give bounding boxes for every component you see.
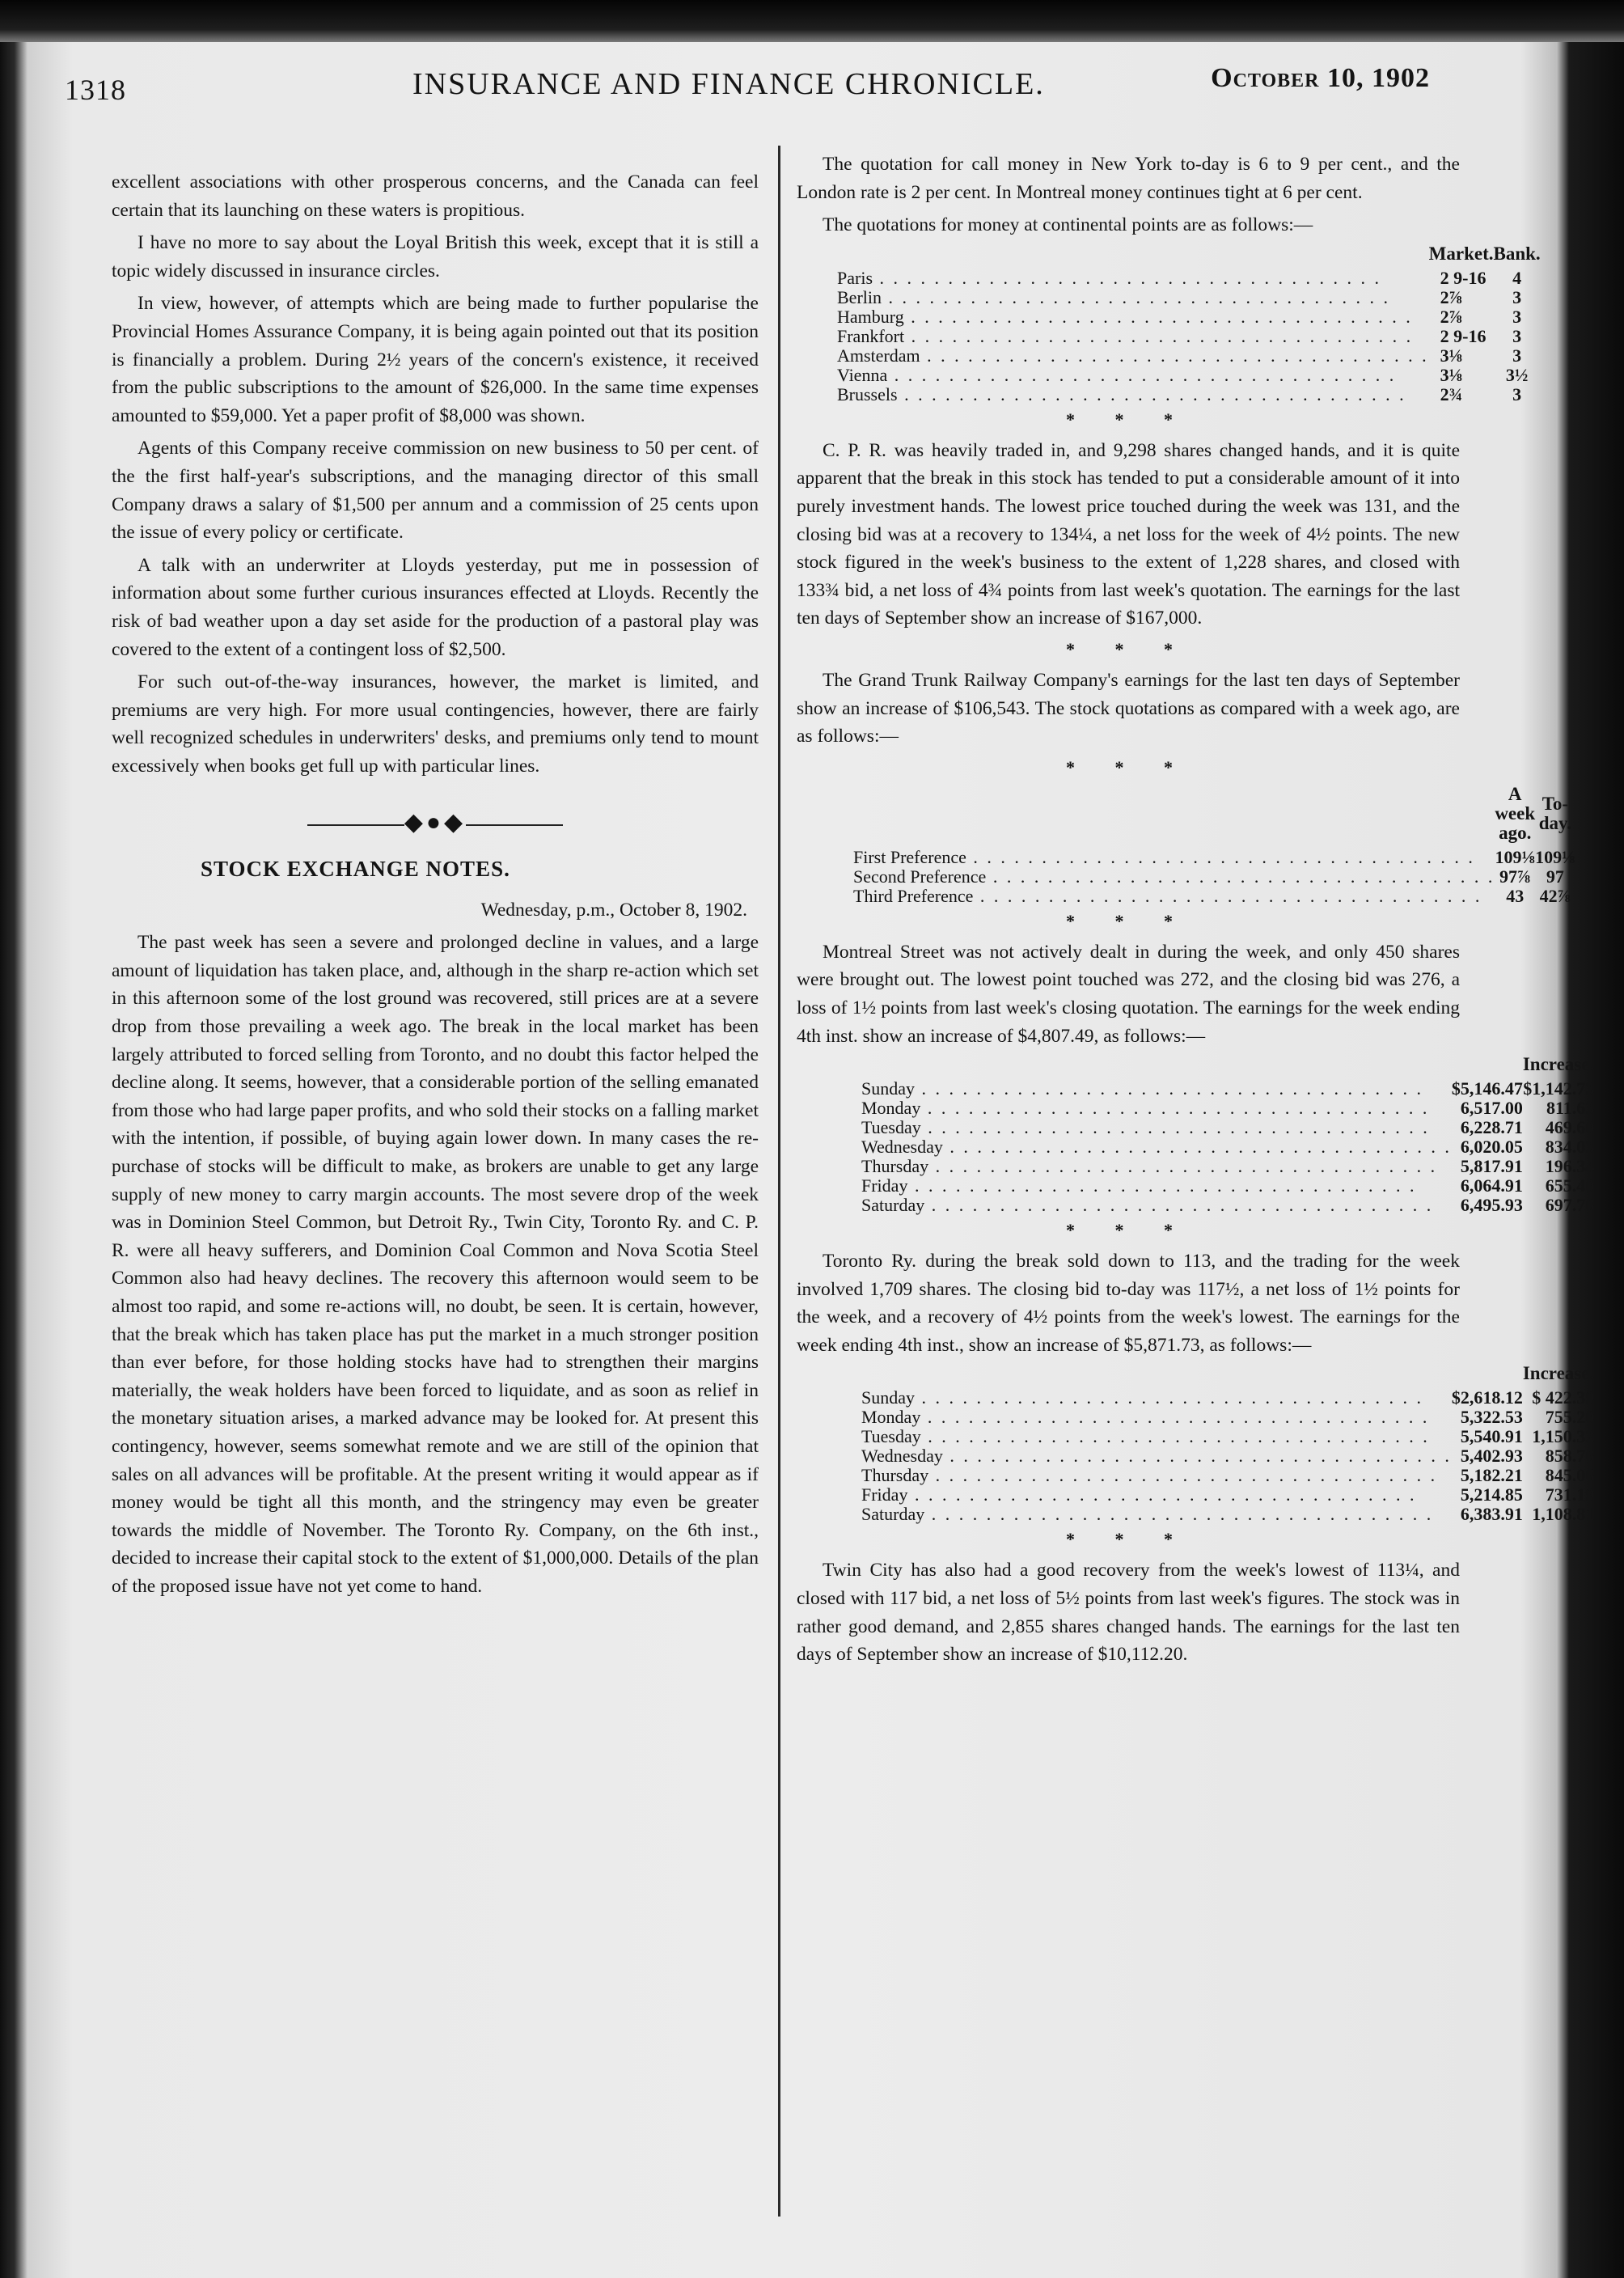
- table-row: [861, 1176, 1594, 1196]
- paragraph: Twin City has also had a good recovery from the week's lowest of 113¼, and closed with 117 bid, a net loss of 5½ points from last week's figures. The stock was in rather good demand, and 2,855 shares changed hands. The earnings for the last ten days of September show an increase of $10,112.20.: [797, 1560, 1460, 1666]
- table-row: [861, 1427, 1594, 1446]
- bank-rate: 4: [1512, 267, 1522, 288]
- city-name-cell: Brussels . . . . . . . . . . . . . . . . . . . . . . . . . . . . . . . . . . . . .: [837, 384, 1406, 404]
- table-row: [853, 867, 1575, 887]
- city-name-cell: Berlin . . . . . . . . . . . . . . . . . . . . . . . . . . . . . . . . . . . . .: [837, 287, 1390, 307]
- city-name-cell: Vienna . . . . . . . . . . . . . . . . . . . . . . . . . . . . . . . . . . . . .: [837, 365, 1397, 385]
- week-ago-value: 43: [1506, 885, 1525, 906]
- market-rate: 2 9-16: [1440, 325, 1487, 346]
- day-label-cell: Wednesday . . . . . . . . . . . . . . . . . . . . . . . . . . . . . . . . . . . . .: [861, 1137, 1452, 1158]
- day-label-cell: Thursday . . . . . . . . . . . . . . . . . . . . . . . . . . . . . . . . . . . . .: [861, 1157, 1438, 1177]
- day-label: Tuesday: [861, 1118, 921, 1138]
- increase-amount: 845.06: [1545, 1465, 1595, 1486]
- day-label-cell: Monday . . . . . . . . . . . . . . . . . . . . . . . . . . . . . . . . . . . . .: [861, 1408, 1430, 1428]
- day-label-cell: Friday . . . . . . . . . . . . . . . . . . . . . . . . . . . . . . . . . . . . .: [861, 1176, 1417, 1196]
- column-header-market: Market.: [1428, 243, 1494, 264]
- earnings-amount: 6,020.05: [1460, 1137, 1523, 1158]
- paragraph: C. P. R. was heavily traded in, and 9,298 shares changed hands, and it is quite apparent that the break in this stock has tended to put a considerable amount of it into purely investment hands. The lowest price touched during the week was 131, and the closing bid was at a recovery to 134¼, a net loss for the week of 4½ points. The new stock figured in the week's business to the extent of 1,228 shares, and closed with 133¾ bid, a net loss of 4¾ points from last week's quotation. The earnings for the last ten days of September show an increase of $167,000.: [797, 439, 1460, 629]
- preference-label: Third Preference: [853, 886, 974, 906]
- table-row: [861, 1408, 1594, 1427]
- day-label: Sunday: [861, 1079, 915, 1099]
- day-label: Monday: [861, 1099, 921, 1119]
- day-label-cell: Saturday . . . . . . . . . . . . . . . . . . . . . . . . . . . . . . . . . . . . .: [861, 1196, 1434, 1216]
- city-name: Amsterdam: [837, 345, 920, 366]
- increase-amount: 196.34: [1545, 1156, 1595, 1177]
- bank-rate: 3: [1512, 383, 1522, 404]
- preference-label-cell: First Preference . . . . . . . . . . . . . . . . . . . . . . . . . . . . . . . . . . . . .: [853, 847, 1475, 867]
- market-rate: 3⅛: [1440, 364, 1463, 385]
- day-label: Saturday: [861, 1196, 925, 1216]
- table-row: [861, 1196, 1594, 1215]
- day-label: Tuesday: [861, 1427, 921, 1447]
- earnings-amount: 6,495.93: [1460, 1195, 1523, 1216]
- separator-stars: * * *: [1066, 409, 1191, 430]
- issue-date: October 10, 1902: [1211, 63, 1430, 93]
- market-rate: 2⅞: [1440, 306, 1463, 327]
- earnings-amount: 6,383.91: [1460, 1504, 1523, 1525]
- increase-amount: 834.03: [1545, 1137, 1595, 1158]
- market-rate: 2⅞: [1440, 286, 1463, 307]
- city-name-cell: Paris . . . . . . . . . . . . . . . . . . . . . . . . . . . . . . . . . . . . .: [837, 268, 1381, 288]
- journal-title: INSURANCE AND FINANCE CHRONICLE.: [412, 67, 1045, 101]
- day-label: Thursday: [861, 1466, 929, 1486]
- earnings-amount: 5,182.21: [1460, 1465, 1523, 1486]
- day-label-cell: Wednesday . . . . . . . . . . . . . . . . . . . . . . . . . . . . . . . . . . . . .: [861, 1446, 1452, 1467]
- city-name: Vienna: [837, 365, 888, 385]
- day-label: Friday: [861, 1485, 908, 1505]
- day-label-cell: Friday . . . . . . . . . . . . . . . . . . . . . . . . . . . . . . . . . . . . .: [861, 1485, 1417, 1505]
- separator-stars: * * *: [1066, 638, 1191, 659]
- separator-stars: * * *: [1066, 910, 1191, 931]
- day-label: Saturday: [861, 1505, 925, 1525]
- day-label-cell: Tuesday . . . . . . . . . . . . . . . . . . . . . . . . . . . . . . . . . . . . .: [861, 1118, 1430, 1138]
- table-row: [853, 887, 1575, 906]
- day-label: Wednesday: [861, 1446, 943, 1467]
- separator-stars: * * *: [1066, 756, 1191, 777]
- table-row: [837, 307, 1541, 327]
- increase-amount: 755.20: [1545, 1407, 1595, 1428]
- day-label: Monday: [861, 1408, 921, 1428]
- table-row: [861, 1157, 1594, 1176]
- grand-trunk-table: [853, 785, 1575, 906]
- day-label-cell: Tuesday . . . . . . . . . . . . . . . . . . . . . . . . . . . . . . . . . . . . .: [861, 1427, 1430, 1447]
- earnings-amount: 6,228.71: [1460, 1117, 1523, 1138]
- paragraph: A talk with an underwriter at Lloyds yesterday, put me in possession of information about some further curious insurances effected at Lloyds. Recently the risk of bad weather upon a day set aside for the production of a pastoral play was covered to the extent of a contingent loss of $2,500.: [112, 554, 759, 660]
- column-header-increase: Increase.: [1522, 1363, 1595, 1384]
- increase-amount: 811.63: [1546, 1098, 1595, 1119]
- table-row: [861, 1485, 1594, 1505]
- paragraph: In view, however, of attempts which are being made to further popularise the Provincial Homes Assurance Company, it is being again pointed out that its position is financially a problem. During 2½ years of the concern's existence, it received from the public subscriptions to the amount of $26,000. In the same time expenses amounted to $59,000. Yet a paper profit of $8,000 was shown.: [112, 293, 759, 426]
- table-row: [861, 1137, 1594, 1157]
- preference-label-cell: Third Preference . . . . . . . . . . . . . . . . . . . . . . . . . . . . . . . . . . . . .: [853, 886, 1482, 906]
- column-header-bank: Bank.: [1493, 243, 1541, 264]
- bank-rate: 3: [1512, 345, 1522, 366]
- increase-amount: 469.60: [1545, 1117, 1595, 1138]
- earnings-amount: 5,402.93: [1460, 1446, 1523, 1467]
- week-ago-value: 109⅛: [1495, 846, 1535, 867]
- bank-rate: 3: [1512, 286, 1522, 307]
- today-value: 109⅛: [1535, 846, 1575, 867]
- day-label: Thursday: [861, 1157, 929, 1177]
- earnings-amount: $2,618.12: [1451, 1387, 1523, 1408]
- table-row: [861, 1466, 1594, 1485]
- bank-rate: 3½: [1505, 364, 1529, 385]
- paragraph: The past week has seen a severe and prolonged decline in values, and a large amount of liquidation has taken place, and, although in the sharp re-action which set in this afternoon some of the lost ground was recovered, still prices are at a severe drop from those prevailing a week ago. The break in the local market has been largely attributed to forced selling from Toronto, and no doubt this factor helped the decline along. It seems, however, that a considerable portion of the selling emanated from those who had large paper profits, and who sold their stocks on a falling market with the intention, if possible, of buying again lower down. In many cases the re-purchase of stocks will be difficult to make, as brokers are unable to get any large supply of new money to carry margin accounts. The most severe drop of the week was in Dominion Steel Common, but Detroit Ry., Twin City, Toronto Ry. and C. P. R. were all heavy sufferers, and Dominion Coal Common and Nova Scotia Steel Common also had heavy declines. The recovery this afternoon would seem to be almost too rapid, and some re-actions will, no doubt, be seen. It is certain, however, that the break which has taken place has put the market in a much stronger position than ever before, for those holding stocks have had to strengthen their margins materially, the weak holders have been forced to liquidate, and as soon as relief in the monetary situation arises, a marked advance may be looked for. At present this contingency, however, seems somewhat remote and we are still of the opinion that sales on all advances will be profitable. At the present writing it would appear as if money would be tight all this month, and the stringency may even be greater towards the middle of November. The Toronto Ry. Company, on the 6th inst., decided to increase their capital stock to the extent of $1,000,000. Details of the plan of the proposed issue have not yet come to hand.: [112, 932, 759, 1597]
- day-label-cell: Sunday . . . . . . . . . . . . . . . . . . . . . . . . . . . . . . . . . . . . .: [861, 1388, 1423, 1408]
- table-row: [861, 1505, 1594, 1524]
- continental-money-table: [837, 244, 1541, 404]
- page-number: 1318: [65, 74, 126, 106]
- increase-amount: 1,150.32: [1532, 1426, 1595, 1447]
- city-name: Hamburg: [837, 307, 904, 327]
- preference-label: First Preference: [853, 847, 966, 867]
- paragraph: Montreal Street was not actively dealt in during the week, and only 450 shares were brought out. The lowest point touched was 272, and the closing bid was 276, a loss of 1½ points from last week's closing quotation. The earnings for the week ending 4th inst. show an increase of $4,807.49, as follows:—: [797, 941, 1460, 1047]
- paragraph: The Grand Trunk Railway Company's earnings for the last ten days of September show an increase of $106,543. The stock quotations as compared with a week ago, are as follows:—: [797, 669, 1460, 747]
- montreal-street-earnings-table: [861, 1055, 1594, 1215]
- today-value: 97: [1546, 866, 1564, 887]
- increase-amount: 655.40: [1545, 1175, 1595, 1196]
- day-label-cell: Thursday . . . . . . . . . . . . . . . . . . . . . . . . . . . . . . . . . . . . .: [861, 1466, 1438, 1486]
- day-label: Wednesday: [861, 1137, 943, 1158]
- column-header-today: To-day.: [1538, 793, 1572, 833]
- increase-amount: 858.76: [1545, 1446, 1595, 1467]
- separator-stars: * * *: [1066, 1529, 1191, 1550]
- paragraph: The quotation for call money in New York to-day is 6 to 9 per cent., and the London rate is 2 per cent. In Montreal money continues tight at 6 per cent.: [797, 154, 1460, 203]
- earnings-amount: $5,146.47: [1451, 1078, 1523, 1099]
- paragraph: The quotations for money at continental points are as follows:—: [823, 214, 1313, 236]
- city-name: Berlin: [837, 287, 882, 307]
- paragraph: For such out-of-the-way insurances, however, the market is limited, and premiums are very high. For more usual contingencies, however, there are fairly well recognized schedules in underwriters' desks, and premiums only tend to mount excessively when books get full up with particular lines.: [112, 671, 759, 777]
- earnings-amount: 5,540.91: [1460, 1426, 1523, 1447]
- table-row: [861, 1388, 1594, 1408]
- preference-label: Second Preference: [853, 866, 987, 887]
- right-column: [797, 150, 1595, 1674]
- earnings-amount: 6,517.00: [1460, 1098, 1523, 1119]
- city-name: Paris: [837, 268, 873, 288]
- paragraph: I have no more to say about the Loyal British this week, except that it is still a topic widely discussed in insurance circles.: [112, 232, 759, 282]
- day-label-cell: Sunday . . . . . . . . . . . . . . . . . . . . . . . . . . . . . . . . . . . . .: [861, 1079, 1423, 1099]
- bank-rate: 3: [1512, 325, 1522, 346]
- market-rate: 2¾: [1440, 383, 1463, 404]
- scan-top-edge: [0, 0, 1624, 42]
- table-row: [861, 1099, 1594, 1118]
- paragraph: Agents of this Company receive commission on new business to 50 per cent. of the the first half-year's subscriptions, and the managing director of this small Company draws a salary of $1,500 per annum and a commission of 25 cents upon the issue of every policy or certificate.: [112, 438, 759, 544]
- paragraph: Toronto Ry. during the break sold down to 113, and the trading for the week involved 1,709 shares. The closing bid to-day was 117½, a net loss of 1½ points for the week, and a recovery of 4½ points from the week's lowest. The earnings for the week ending 4th inst., show an increase of $5,871.73, as follows:—: [797, 1251, 1460, 1356]
- week-ago-value: 97⅞: [1499, 866, 1531, 887]
- bank-rate: 3: [1512, 306, 1522, 327]
- paragraph: excellent associations with other prosperous concerns, and the Canada can feel certain that its launching on these waters is propitious.: [112, 171, 759, 221]
- day-label-cell: Saturday . . . . . . . . . . . . . . . . . . . . . . . . . . . . . . . . . . . . .: [861, 1505, 1434, 1525]
- increase-amount: 731.19: [1545, 1484, 1595, 1505]
- city-name: Frankfort: [837, 326, 905, 346]
- table-row: [861, 1446, 1594, 1466]
- city-name-cell: Amsterdam . . . . . . . . . . . . . . . . . . . . . . . . . . . . . . . . . . . . .: [837, 345, 1429, 366]
- city-name-cell: Hamburg . . . . . . . . . . . . . . . . . . . . . . . . . . . . . . . . . . . . .: [837, 307, 1413, 327]
- left-column: [112, 168, 759, 1606]
- table-row: [861, 1118, 1594, 1137]
- city-name-cell: Frankfort . . . . . . . . . . . . . . . . . . . . . . . . . . . . . . . . . . . . .: [837, 326, 1414, 346]
- toronto-railway-earnings-table: [861, 1364, 1594, 1524]
- day-label-cell: Monday . . . . . . . . . . . . . . . . . . . . . . . . . . . . . . . . . . . . .: [861, 1099, 1430, 1119]
- table-row: [837, 327, 1541, 346]
- table-row: [861, 1079, 1594, 1099]
- table-row: [837, 288, 1541, 307]
- table-row: [837, 346, 1541, 366]
- table-row: [837, 269, 1541, 288]
- increase-amount: $1,142.73: [1523, 1078, 1595, 1099]
- separator-stars: * * *: [1066, 1220, 1191, 1241]
- preference-label-cell: Second Preference . . . . . . . . . . . . . . . . . . . . . . . . . . . . . . . . . . . . .: [853, 866, 1495, 887]
- earnings-amount: 5,322.53: [1460, 1407, 1523, 1428]
- dateline: Wednesday, p.m., October 8, 1902.: [480, 899, 747, 921]
- running-header: [65, 42, 1430, 115]
- table-row: [853, 848, 1575, 867]
- day-label: Sunday: [861, 1388, 915, 1408]
- column-header-week-ago: A week ago.: [1495, 783, 1536, 843]
- table-row: [837, 385, 1541, 404]
- increase-amount: 1,108.81: [1532, 1504, 1595, 1525]
- earnings-amount: 6,064.91: [1460, 1175, 1523, 1196]
- increase-amount: $ 422.39: [1532, 1387, 1595, 1408]
- market-rate: 3⅛: [1440, 345, 1463, 366]
- city-name: Brussels: [837, 384, 898, 404]
- section-title: STOCK EXCHANGE NOTES.: [201, 857, 510, 882]
- today-value: 42⅞: [1539, 885, 1571, 906]
- column-header-increase: Increase.: [1522, 1054, 1595, 1075]
- earnings-amount: 5,214.85: [1460, 1484, 1523, 1505]
- day-label: Friday: [861, 1176, 908, 1196]
- market-rate: 2 9-16: [1440, 267, 1487, 288]
- column-divider: [778, 146, 780, 2217]
- increase-amount: 697.76: [1545, 1195, 1595, 1216]
- earnings-amount: 5,817.91: [1460, 1156, 1523, 1177]
- table-row: [837, 366, 1541, 385]
- section-ornament: ◆●◆: [112, 809, 759, 837]
